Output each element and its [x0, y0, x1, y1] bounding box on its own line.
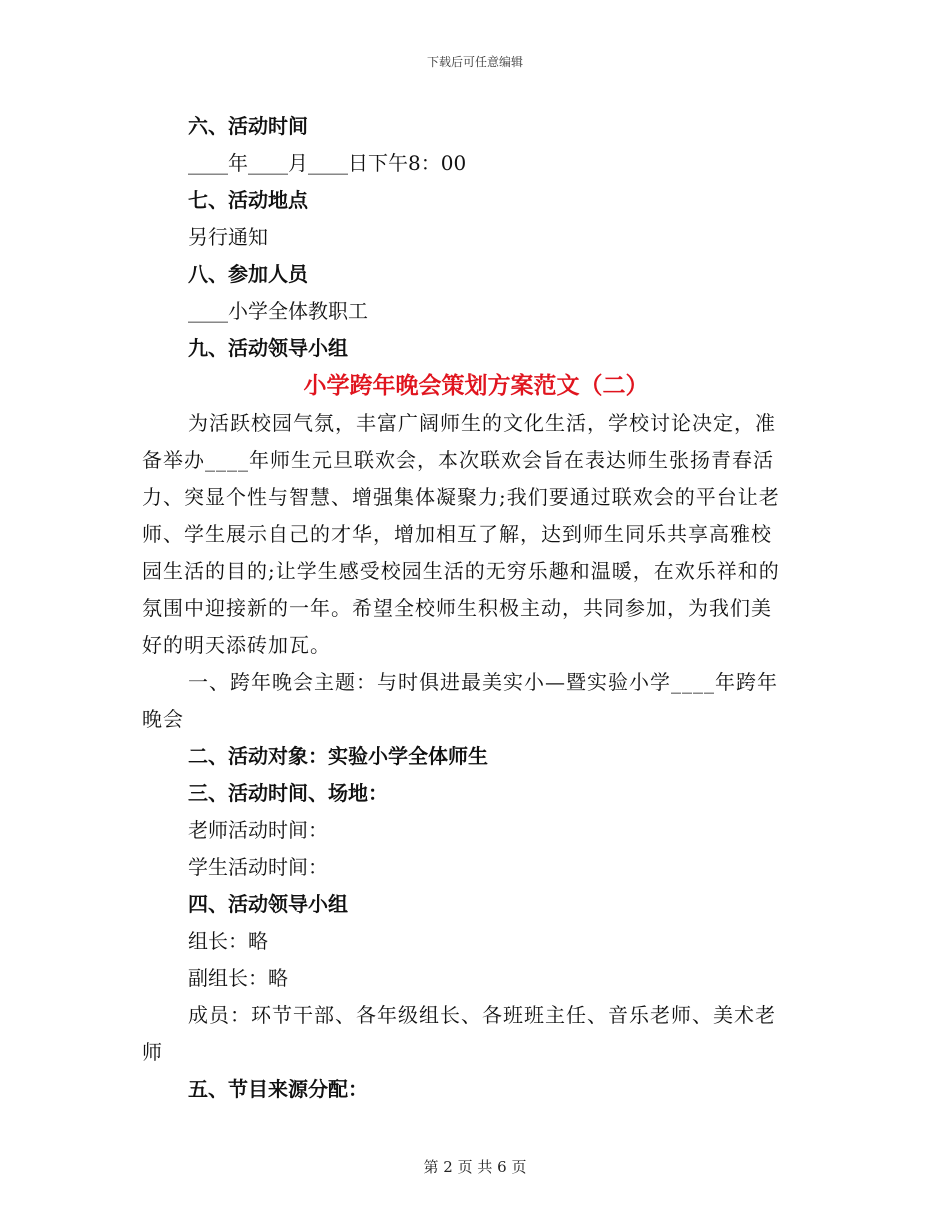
- page-footer: 第 2 页 共 6 页: [423, 1158, 527, 1176]
- heading-activity-target: 二、活动对象：实验小学全体师生: [188, 744, 488, 768]
- paragraph-line: 力、突显个性与智慧、增强集体凝聚力;我们要通过联欢会的平台让老: [142, 485, 780, 509]
- document-body: [142, 108, 810, 1108]
- intro-paragraph: [142, 405, 810, 664]
- paragraph-line: 好的明天添砖加瓦。: [142, 633, 331, 657]
- activity-location-value: 另行通知: [188, 225, 268, 249]
- paragraph-line: 为活跃校园气氛，丰富广阔师生的文化生活，学校讨论决定，准: [188, 411, 776, 435]
- heading-time-venue: 三、活动时间、场地：: [188, 781, 388, 805]
- deputy-group-leader: 副组长：略: [188, 966, 288, 990]
- members-paragraph: [142, 997, 810, 1071]
- teacher-activity-time: 老师活动时间：: [188, 818, 328, 842]
- paragraph-line: 师、学生展示自己的才华，增加相互了解，达到师生同乐共享高雅校: [142, 522, 772, 546]
- heading-leadership-group: 九、活动领导小组: [188, 336, 348, 360]
- heading-leadership-group-2: 四、活动领导小组: [188, 892, 348, 916]
- paragraph-line: 一、跨年晚会主题：与时俱进最美实小—暨实验小学____年跨年: [188, 670, 778, 694]
- paragraph-line: 成员：环节干部、各年级组长、各班班主任、音乐老师、美术老: [188, 1003, 776, 1027]
- paragraph-line: 师: [142, 1040, 163, 1064]
- heading-activity-location: 七、活动地点: [188, 188, 308, 212]
- participants-value: ____小学全体教职工: [188, 299, 368, 323]
- paragraph-line: 备举办____年师生元旦联欢会，本次联欢会旨在表达师生张扬青春活: [142, 448, 774, 472]
- heading-program-source: 五、节目来源分配：: [188, 1077, 368, 1101]
- theme-paragraph: [142, 664, 810, 738]
- paragraph-line: 园生活的目的;让学生感受校园生活的无穷乐趣和温暖，在欢乐祥和的: [142, 559, 780, 583]
- heading-participants: 八、参加人员: [188, 262, 308, 286]
- section-title: 小学跨年晚会策划方案范文（二）: [303, 372, 649, 399]
- paragraph-line: 氛围中迎接新的一年。希望全校师生积极主动，共同参加，为我们美: [142, 596, 772, 620]
- activity-time-value: ____年____月____日下午8：00: [188, 151, 467, 175]
- student-activity-time: 学生活动时间：: [188, 855, 328, 879]
- group-leader: 组长：略: [188, 929, 268, 953]
- paragraph-line: 晚会: [142, 707, 184, 731]
- page-header: 下载后可任意编辑: [426, 55, 523, 69]
- heading-activity-time: 六、活动时间: [188, 114, 308, 138]
